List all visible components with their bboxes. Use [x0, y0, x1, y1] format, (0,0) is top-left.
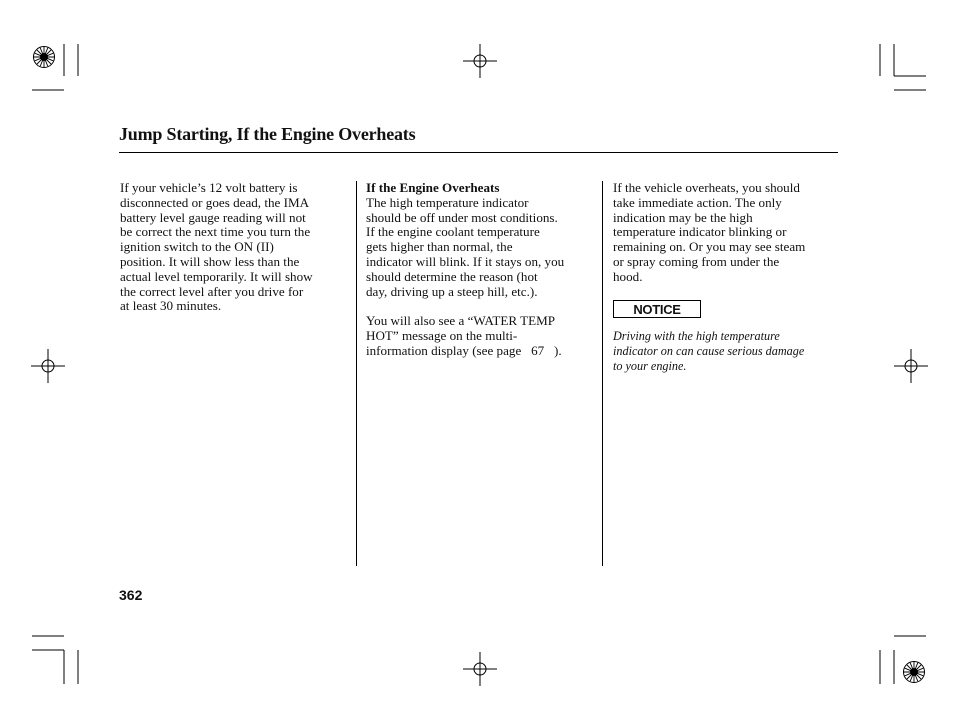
text-line: day, driving up a steep hill, etc.).	[366, 283, 538, 299]
registration-crosshair-icon	[462, 43, 498, 79]
page-title: Jump Starting, If the Engine Overheats	[119, 124, 416, 144]
text-line: ignition switch to the ON (II)	[120, 239, 274, 255]
column-divider	[356, 181, 357, 566]
text-line: should be off under most conditions.	[366, 209, 558, 225]
text-line: If the vehicle overheats, you should	[613, 180, 800, 195]
notice-text	[613, 329, 841, 374]
section-heading: If the Engine Overheats	[366, 180, 500, 195]
text-line: at least 30 minutes.	[120, 298, 222, 314]
column-divider	[602, 181, 603, 566]
text-line: indicator will blink. If it stays on, you	[366, 253, 565, 269]
text-line: hood.	[613, 268, 643, 284]
text-line: HOT” message on the multi-	[366, 327, 518, 343]
text-line: should determine the reason (hot	[366, 268, 538, 284]
text-line: You will also see a “WATER TEMP	[366, 313, 556, 329]
page-number: 362	[119, 587, 143, 603]
notice-badge	[613, 300, 701, 318]
column-1-text	[120, 181, 348, 314]
text-line: battery level gauge reading will not	[120, 209, 306, 225]
title-rule	[119, 152, 838, 153]
text-line: If your vehicle’s 12 volt battery is	[120, 180, 298, 195]
text-line: actual level temporarily. It will show	[120, 268, 313, 284]
text-line: indication may be the high	[613, 209, 753, 225]
text-line: disconnected or goes dead, the IMA	[120, 194, 310, 210]
text-line: to your engine.	[613, 359, 687, 373]
text-line: the correct level after you drive for	[120, 283, 304, 299]
column-2-text	[366, 181, 596, 359]
text-line: Driving with the high temperature	[613, 329, 780, 343]
text-line: The high temperature indicator	[366, 194, 529, 210]
text-line: or spray coming from under the	[613, 253, 780, 269]
text-line: position. It will show less than the	[120, 253, 300, 269]
column-3-text	[613, 181, 839, 285]
registration-starburst-icon	[902, 660, 926, 684]
registration-crosshair-icon	[30, 348, 66, 384]
registration-crosshair-icon	[462, 651, 498, 687]
text-line: temperature indicator blinking or	[613, 224, 787, 240]
registration-starburst-icon	[32, 45, 56, 69]
text-line: take immediate action. The only	[613, 194, 782, 210]
page-reference-line[interactable]: information display (see page 67 ).	[366, 342, 562, 358]
text-line: indicator on can cause serious damage	[613, 344, 805, 358]
text-line: be correct the next time you turn the	[120, 224, 311, 240]
registration-crosshair-icon	[893, 348, 929, 384]
text-line: gets higher than normal, the	[366, 239, 513, 255]
text-line: If the engine coolant temperature	[366, 224, 540, 240]
text-line: remaining on. Or you may see steam	[613, 239, 806, 255]
notice-label: NOTICE	[633, 301, 681, 317]
